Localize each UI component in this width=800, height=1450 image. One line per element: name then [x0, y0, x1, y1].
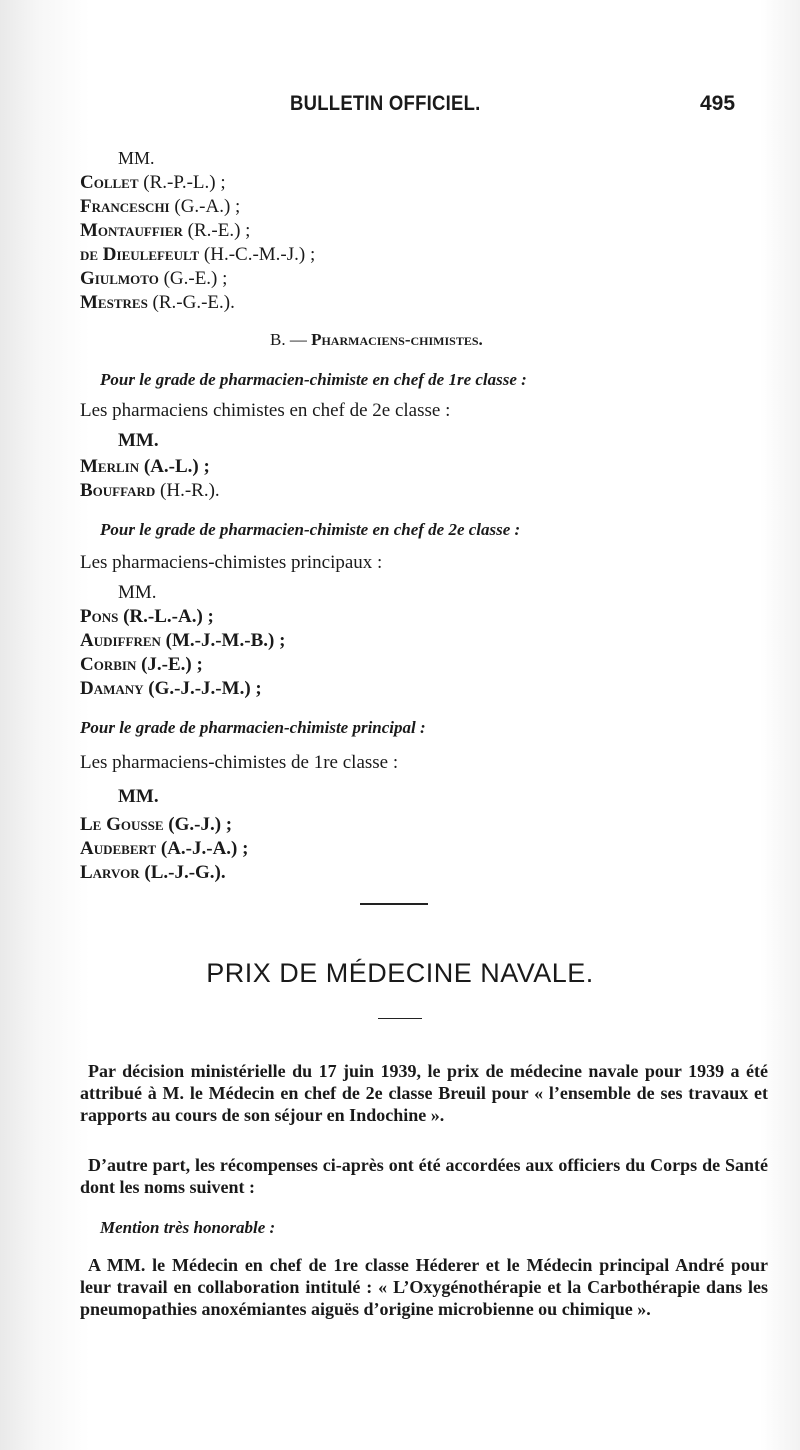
- prize-title: PRIX DE MÉDECINE NAVALE.: [206, 958, 594, 988]
- entry-initials: (H.-R.).: [160, 480, 220, 501]
- running-title: BULLETIN OFFICIEL.: [290, 92, 481, 115]
- entry-name: Pons: [80, 606, 119, 627]
- entry-name: Merlin: [80, 456, 140, 477]
- list-item: [80, 220, 250, 242]
- list-item: [80, 480, 220, 502]
- entry-initials: (R.-G.-E.).: [152, 292, 235, 313]
- entry-name: Franceschi: [80, 196, 170, 217]
- grade1-title: Pour le grade de pharmacien-chimiste en chef de 1re classe :: [100, 370, 527, 389]
- prize-paragraph-3: A MM. le Médecin en chef de 1re classe Héderer et le Médecin principal André pour leur travail en collaboration intitulé : « L’Oxygénothérapie et la Carbothérapie dans les pneumopathies anoxémiantes aiguës d’origine microbienne ou chimique ».: [80, 1255, 768, 1319]
- entry-name: Damany: [80, 678, 144, 699]
- prize-paragraph-1: Par décision ministérielle du 17 juin 1939, le prix de médecine navale pour 1939 a été attribué à M. le Médecin en chef de 2e classe Breuil pour « l’ensemble de ses travaux et rapports au cours de son séjour en Indochine ».: [80, 1061, 768, 1125]
- list-item: [80, 630, 285, 652]
- list-item: [80, 172, 226, 194]
- entry-initials: (J.-E.) ;: [141, 654, 203, 675]
- entry-initials: (G.-J.) ;: [168, 814, 233, 835]
- list-item: [80, 268, 227, 290]
- prize-paragraph-2: D’autre part, les récompenses ci-après ont été accordées aux officiers du Corps de Santé dont les noms suivent :: [80, 1155, 768, 1197]
- title-underline: [378, 1018, 422, 1019]
- entry-initials: (A.-L.) ;: [143, 456, 210, 477]
- entry-initials: (R.-E.) ;: [187, 220, 251, 241]
- entry-initials: (G.-A.) ;: [174, 196, 241, 217]
- section-divider: [360, 903, 428, 905]
- list-item: [80, 292, 235, 314]
- entry-initials: (L.-J.-G.).: [144, 862, 226, 883]
- entry-initials: (H.-C.-M.-J.) ;: [203, 244, 316, 265]
- entry-initials: (G.-J.-J.-M.) ;: [148, 678, 262, 699]
- grade3-intro: Les pharmaciens-chimistes de 1re classe :: [80, 752, 399, 773]
- entry-name: Bouffard: [80, 480, 156, 501]
- list-item: [80, 456, 210, 478]
- entry-name: Larvor: [80, 862, 140, 883]
- grade2-intro: Les pharmaciens-chimistes principaux :: [80, 552, 383, 573]
- entry-name: Corbin: [80, 654, 137, 675]
- entry-name: Montauffier: [80, 220, 183, 241]
- entry-name: Audiffren: [80, 630, 161, 651]
- grade1-mm: MM.: [118, 430, 159, 451]
- entry-name: Le Gousse: [80, 814, 164, 835]
- list-item: [80, 678, 262, 700]
- grade3-title: Pour le grade de pharmacien-chimiste principal :: [80, 718, 426, 737]
- entry-name: de Dieulefeult: [80, 244, 200, 265]
- list-item: [80, 862, 226, 884]
- grade1-intro: Les pharmaciens chimistes en chef de 2e classe :: [80, 400, 451, 421]
- grade2-mm: MM.: [118, 582, 157, 603]
- grade3-mm: MM.: [118, 786, 159, 807]
- list-item: [80, 196, 240, 218]
- page-header: [0, 92, 800, 122]
- mention-heading: Mention très honorable :: [100, 1218, 276, 1237]
- list-item: [80, 838, 248, 860]
- grade2-title: Pour le grade de pharmacien-chimiste en chef de 2e classe :: [100, 520, 521, 539]
- list-item: [80, 814, 232, 836]
- list-a-mm: MM.: [118, 148, 155, 168]
- entry-name: Giulmoto: [80, 268, 159, 289]
- section-b-heading: [270, 330, 483, 350]
- entry-name: Mestres: [80, 292, 148, 313]
- list-item: [80, 654, 203, 676]
- section-b-title: Pharmaciens-chimistes.: [311, 330, 483, 349]
- entry-initials: (R.-P.-L.) ;: [143, 172, 226, 193]
- entry-initials: (G.-E.) ;: [163, 268, 228, 289]
- section-b-prefix: B. —: [270, 330, 307, 349]
- entry-initials: (A.-J.-A.) ;: [160, 838, 249, 859]
- entry-initials: (M.-J.-M.-B.) ;: [165, 630, 286, 651]
- list-item: [80, 606, 214, 628]
- entry-initials: (R.-L.-A.) ;: [123, 606, 214, 627]
- page-number: 495: [700, 92, 736, 115]
- list-item: [80, 244, 315, 266]
- entry-name: Collet: [80, 172, 139, 193]
- entry-name: Audebert: [80, 838, 157, 859]
